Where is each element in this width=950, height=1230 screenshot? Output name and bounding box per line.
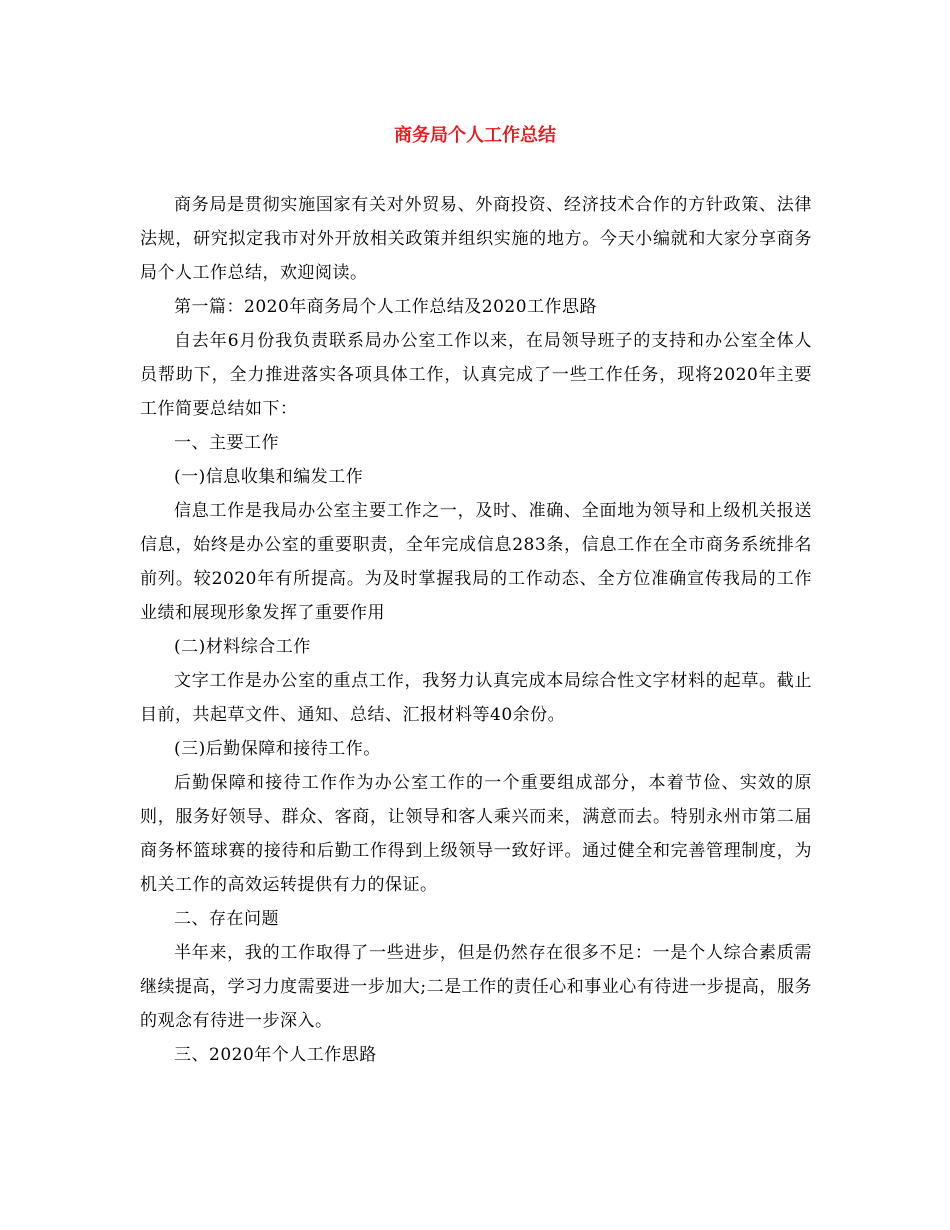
paragraph-intro: 商务局是贯彻实施国家有关对外贸易、外商投资、经济技术合作的方针政策、法律法规，研究拟定我市对外开放相关政策并组织实施的地方。今天小编就和大家分享商务局个人工作总结，欢迎阅读。 (140, 195, 812, 283)
subsection-heading-materials: (二)材料综合工作 (174, 637, 311, 657)
section-heading-work-plan: 三、2020年个人工作思路 (174, 1045, 377, 1065)
paragraph-information-work: 信息工作是我局办公室主要工作之一，及时、准确、全面地为领导和上级机关报送信息，始终是办公室的重要职责，全年完成信息283条，信息工作在全市商务系统排名前列。较2020年有所提高。为及时掌握我局的工作动态、全方位准确宣传我局的工作业绩和展现形象发挥了重要作用 (140, 501, 812, 623)
document-title: 商务局个人工作总结 (394, 125, 556, 146)
paragraph-materials-work: 文字工作是办公室的重点工作，我努力认真完成本局综合性文字材料的起草。截止目前，共起草文件、通知、总结、汇报材料等40余份。 (140, 671, 812, 725)
paragraph-part-one-heading: 第一篇：2020年商务局个人工作总结及2020工作思路 (174, 297, 598, 317)
paragraph-opening: 自去年6月份我负责联系局办公室工作以来，在局领导班子的支持和办公室全体人员帮助下，全力推进落实各项具体工作，认真完成了一些工作任务，现将2020年主要工作简要总结如下： (140, 331, 812, 419)
section-heading-problems: 二、存在问题 (174, 909, 279, 929)
paragraph-problems: 半年来，我的工作取得了一些进步，但是仍然存在很多不足：一是个人综合素质需继续提高，学习力度需要进一步加大;二是工作的责任心和事业心有待进一步提高，服务的观念有待进一步深入。 (140, 943, 812, 1031)
subsection-heading-information: (一)信息收集和编发工作 (174, 467, 364, 487)
document-body (140, 188, 812, 1072)
subsection-heading-logistics: (三)后勤保障和接待工作。 (174, 739, 381, 759)
section-heading-main-work: 一、主要工作 (174, 433, 279, 453)
paragraph-logistics-work: 后勤保障和接待工作作为办公室工作的一个重要组成部分，本着节俭、实效的原则，服务好领导、群众、客商，让领导和客人乘兴而来，满意而去。特别永州市第二届商务杯篮球赛的接待和后勤工作得到上级领导一致好评。通过健全和完善管理制度，为机关工作的高效运转提供有力的保证。 (140, 773, 812, 895)
